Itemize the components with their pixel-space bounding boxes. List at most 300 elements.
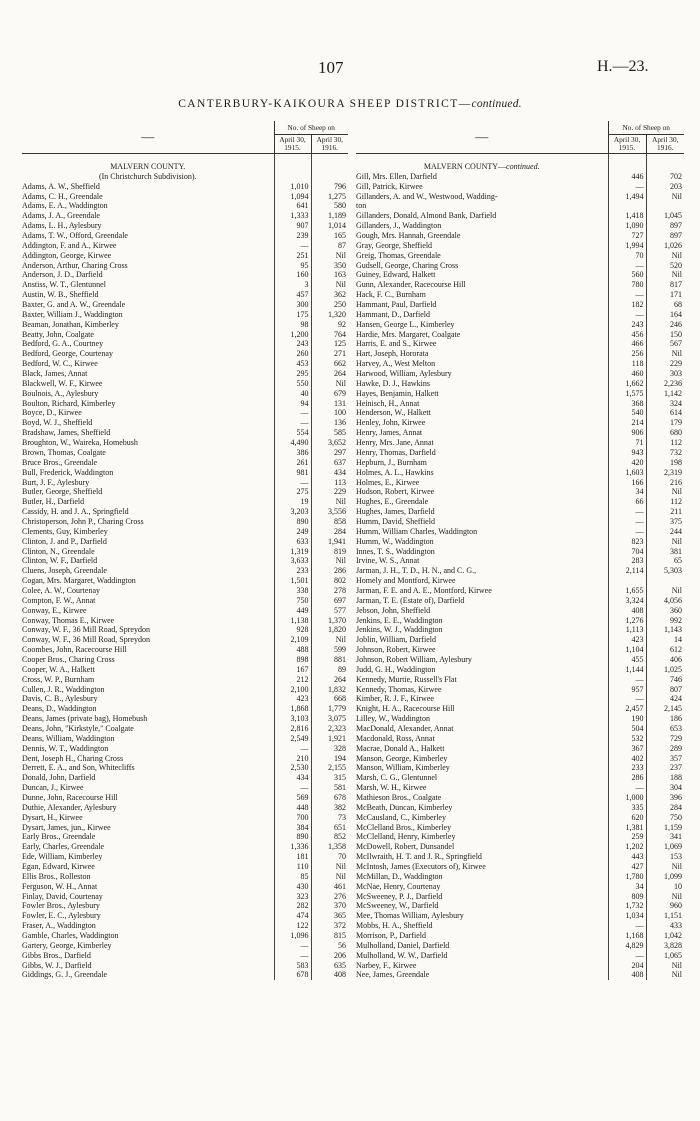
table-row bbox=[22, 773, 348, 783]
sheep-1915-cell: 2,816 bbox=[274, 724, 311, 734]
sheep-1915-cell: 750 bbox=[274, 596, 311, 606]
table-row bbox=[22, 359, 348, 369]
table-row bbox=[356, 458, 684, 468]
owner-cell: Holmes, E., Kirwee bbox=[356, 477, 420, 487]
sheep-1916-cell: 668 bbox=[311, 694, 348, 704]
owner-cell: Donald, John, Darfield bbox=[22, 773, 96, 783]
left-col1-header: April 30, 1915. bbox=[274, 135, 311, 154]
sheep-1915-cell: 1,104 bbox=[608, 645, 646, 655]
table-row bbox=[356, 596, 684, 606]
table-row bbox=[356, 576, 684, 586]
table-row bbox=[22, 931, 348, 941]
owner-cell: McSweeney, P. J., Darfield bbox=[356, 891, 443, 901]
sheep-1915-cell: 160 bbox=[274, 270, 311, 280]
owner-cell: Davis, C. B., Aylesbury bbox=[22, 694, 98, 704]
table-row bbox=[356, 763, 684, 773]
table-row bbox=[22, 970, 348, 980]
title-main: CANTERBURY-KAIKOURA SHEEP DISTRICT— bbox=[178, 98, 472, 110]
owner-cell: Hughes, E., Greendale bbox=[356, 497, 429, 507]
owner-cell: McClelland Bros., Kimberley bbox=[356, 822, 452, 832]
owner-cell: Marsh, W. H., Kirwee bbox=[356, 783, 427, 793]
sheep-1915-cell: 4,829 bbox=[608, 941, 646, 951]
sheep-1915-cell: — bbox=[274, 951, 311, 961]
sheep-1915-cell: 1,094 bbox=[274, 192, 311, 202]
table-row bbox=[356, 537, 684, 547]
owner-cell: McMillan, D., Waddington bbox=[356, 871, 443, 881]
table-row bbox=[22, 921, 348, 931]
sheep-1916-cell: 341 bbox=[646, 832, 684, 842]
sheep-1916-cell: 89 bbox=[311, 665, 348, 675]
right-county-heading-suffix: continued. bbox=[506, 162, 540, 171]
owner-cell: Cluens, Joseph, Greendale bbox=[22, 566, 107, 576]
table-row bbox=[22, 616, 348, 626]
owner-cell: Giddings, G. J., Greendale bbox=[22, 970, 108, 980]
sheep-1915-cell: 243 bbox=[608, 320, 646, 330]
table-row bbox=[22, 625, 348, 635]
owner-cell: Anstiss, W. T., Glentunnel bbox=[22, 280, 106, 290]
owner-cell: Humm, David, Sheffield bbox=[356, 516, 435, 526]
table-row bbox=[356, 261, 684, 271]
sheep-1915-cell: 70 bbox=[608, 251, 646, 261]
sheep-1915-cell: 19 bbox=[274, 497, 311, 507]
owner-cell: Derrett, E. A., and Son, Whitecliffs bbox=[22, 763, 135, 773]
sheep-1915-cell: 633 bbox=[274, 537, 311, 547]
table-row bbox=[356, 704, 684, 714]
table-row bbox=[356, 251, 684, 261]
sheep-1916-cell: 171 bbox=[646, 290, 684, 300]
table-row bbox=[22, 862, 348, 872]
owner-cell: Deans, William, Waddington bbox=[22, 733, 115, 743]
sheep-1915-cell: 540 bbox=[608, 408, 646, 418]
owner-cell: Greig, Thomas, Greendale bbox=[356, 250, 441, 260]
owner-cell: Kimber, R. J. F., Kirwee bbox=[356, 694, 434, 704]
sheep-1916-cell: 807 bbox=[646, 685, 684, 695]
owner-cell: Gamble, Charles, Waddington bbox=[22, 931, 119, 941]
sheep-1915-cell: 1,868 bbox=[274, 704, 311, 714]
sheep-1916-cell: 567 bbox=[646, 339, 684, 349]
sheep-1916-cell: Nil bbox=[646, 270, 684, 280]
owner-cell: Conway, Thomas E., Kirwee bbox=[22, 615, 115, 625]
sheep-1916-cell: 372 bbox=[311, 921, 348, 931]
sheep-1915-cell: 1,113 bbox=[608, 625, 646, 635]
owner-cell: Beatty, John, Coalgate bbox=[22, 329, 94, 339]
sheep-1915-cell: 367 bbox=[608, 744, 646, 754]
sheep-1916-cell: Nil bbox=[646, 586, 684, 596]
sheep-1915-cell: 233 bbox=[608, 763, 646, 773]
table-row bbox=[22, 655, 348, 665]
sheep-1916-cell: 4,056 bbox=[646, 596, 684, 606]
table-row bbox=[356, 556, 684, 566]
sheep-1916-cell: 3,652 bbox=[311, 438, 348, 448]
owner-cell: Hayes, Benjamin, Halkett bbox=[356, 388, 439, 398]
sheep-1915-cell: 3 bbox=[274, 280, 311, 290]
sheep-1915-cell: 95 bbox=[274, 261, 311, 271]
sheep-1916-cell: 680 bbox=[646, 428, 684, 438]
sheep-1916-cell bbox=[646, 201, 684, 211]
sheep-1915-cell: 1,655 bbox=[608, 586, 646, 596]
sheep-1915-cell: 118 bbox=[608, 359, 646, 369]
table-row bbox=[22, 418, 348, 428]
table-row bbox=[22, 823, 348, 833]
sheep-1915-cell: 256 bbox=[608, 349, 646, 359]
sheep-1916-cell: 396 bbox=[646, 793, 684, 803]
table-row bbox=[22, 685, 348, 695]
owner-cell: Anderson, Arthur, Charing Cross bbox=[22, 260, 128, 270]
owner-cell: Conway, W. F., 36 Mill Road, Spreydon bbox=[22, 635, 150, 645]
table-row bbox=[356, 734, 684, 744]
sheep-1916-cell: 68 bbox=[646, 300, 684, 310]
sheep-1916-cell: 612 bbox=[646, 645, 684, 655]
sheep-1916-cell: 203 bbox=[646, 182, 684, 192]
table-row bbox=[22, 724, 348, 734]
sheep-1915-cell: 34 bbox=[608, 882, 646, 892]
sheep-1916-cell: 406 bbox=[646, 655, 684, 665]
sheep-1916-cell: 206 bbox=[311, 951, 348, 961]
sheep-1915-cell: 898 bbox=[274, 655, 311, 665]
sheep-1916-cell: 370 bbox=[311, 901, 348, 911]
owner-cell: Gray, George, Sheffield bbox=[356, 240, 433, 250]
owner-cell: Henderson, W., Halkett bbox=[356, 408, 431, 418]
owner-cell: Jebson, John, Sheffield bbox=[356, 605, 431, 615]
sheep-1916-cell: 1,026 bbox=[646, 241, 684, 251]
table-row bbox=[22, 497, 348, 507]
sheep-1916-cell: 1,370 bbox=[311, 616, 348, 626]
table-row bbox=[356, 221, 684, 231]
sheep-1915-cell: 286 bbox=[608, 773, 646, 783]
owner-cell: McClelland, Henry, Kimberley bbox=[356, 832, 456, 842]
sheep-1915-cell: 423 bbox=[274, 694, 311, 704]
sheep-1915-cell: 446 bbox=[608, 172, 646, 182]
sheep-1915-cell: 460 bbox=[608, 369, 646, 379]
table-row bbox=[22, 261, 348, 271]
sheep-1915-cell: 727 bbox=[608, 231, 646, 241]
table-row bbox=[356, 547, 684, 557]
owner-cell: Bedford, G. A., Courtney bbox=[22, 339, 104, 349]
sheep-1916-cell: 1,143 bbox=[646, 625, 684, 635]
sheep-1915-cell: 2,114 bbox=[608, 566, 646, 576]
sheep-1916-cell: 304 bbox=[646, 783, 684, 793]
sheep-1915-cell: 251 bbox=[274, 251, 311, 261]
table-row bbox=[356, 685, 684, 695]
owner-cell: Duncan, J., Kirwee bbox=[22, 783, 84, 793]
table-row bbox=[22, 832, 348, 842]
sheep-1915-cell: 384 bbox=[274, 823, 311, 833]
sheep-1916-cell: 732 bbox=[646, 448, 684, 458]
owner-cell: Manson, George, Kimberley bbox=[356, 753, 448, 763]
sheep-1916-cell: 229 bbox=[311, 487, 348, 497]
table-row bbox=[22, 192, 348, 202]
owner-cell: Gough, Mrs. Hannah, Greendale bbox=[356, 231, 461, 241]
sheep-1915-cell: 569 bbox=[274, 793, 311, 803]
table-row bbox=[22, 566, 348, 576]
sheep-1916-cell: 14 bbox=[646, 635, 684, 645]
sheep-1916-cell: 433 bbox=[646, 921, 684, 931]
owner-cell: Mulholland, Daniel, Darfield bbox=[356, 940, 450, 950]
sheep-1916-cell: 3,075 bbox=[311, 714, 348, 724]
sheep-1915-cell: 323 bbox=[274, 892, 311, 902]
sheep-1916-cell: 113 bbox=[311, 478, 348, 488]
owner-cell: McDowell, Robert, Dunsandel bbox=[356, 842, 455, 852]
sheep-1916-cell: 350 bbox=[311, 261, 348, 271]
table-row bbox=[22, 408, 348, 418]
owner-cell: Cassidy, H. and J. A., Springfield bbox=[22, 507, 129, 517]
table-row bbox=[356, 892, 684, 902]
sheep-1916-cell: 637 bbox=[311, 458, 348, 468]
sheep-1915-cell: 295 bbox=[274, 369, 311, 379]
owner-cell: Adams, A. W., Sheffield bbox=[22, 181, 100, 191]
sheep-1916-cell: 852 bbox=[311, 832, 348, 842]
sheep-1916-cell: 729 bbox=[646, 734, 684, 744]
sheep-1915-cell: 204 bbox=[608, 961, 646, 971]
sheep-1915-cell: 466 bbox=[608, 339, 646, 349]
sheep-1916-cell: Nil bbox=[311, 635, 348, 645]
table-row bbox=[22, 399, 348, 409]
owner-cell: Kennedy, Murtie, Russell's Flat bbox=[356, 674, 457, 684]
sheep-1916-cell: 1,014 bbox=[311, 221, 348, 231]
sheep-1915-cell: 957 bbox=[608, 685, 646, 695]
table-row bbox=[356, 389, 684, 399]
sheep-1916-cell: 764 bbox=[311, 330, 348, 340]
sheep-1915-cell: 2,549 bbox=[274, 734, 311, 744]
owner-cell: Adams, L. H., Aylesbury bbox=[22, 221, 102, 231]
sheep-1915-cell: 906 bbox=[608, 428, 646, 438]
sheep-1915-cell: 243 bbox=[274, 339, 311, 349]
table-row bbox=[356, 300, 684, 310]
sheep-1915-cell: 453 bbox=[274, 359, 311, 369]
owner-cell: ton bbox=[356, 201, 367, 211]
sheep-1915-cell: 182 bbox=[608, 300, 646, 310]
sheep-1916-cell: 802 bbox=[311, 576, 348, 586]
table-row bbox=[356, 714, 684, 724]
sheep-1916-cell: 153 bbox=[646, 852, 684, 862]
sheep-1916-cell: Nil bbox=[646, 349, 684, 359]
owner-cell: Adams, J. A., Greendale bbox=[22, 211, 100, 221]
table-row bbox=[356, 951, 684, 961]
sheep-1915-cell: 1,780 bbox=[608, 872, 646, 882]
sheep-1915-cell: 2,109 bbox=[274, 635, 311, 645]
owner-cell: Clinton, J. and P., Darfield bbox=[22, 536, 107, 546]
owner-cell: Harvey, A., West Melton bbox=[356, 359, 436, 369]
sheep-1916-cell: 73 bbox=[311, 813, 348, 823]
sheep-1915-cell: 1,202 bbox=[608, 842, 646, 852]
sheep-1916-cell: 125 bbox=[311, 339, 348, 349]
owner-cell: Cross, W. P., Burnham bbox=[22, 674, 95, 684]
sheep-1915-cell: 423 bbox=[608, 635, 646, 645]
sheep-1915-cell: 34 bbox=[608, 487, 646, 497]
sheep-1915-cell: 420 bbox=[608, 458, 646, 468]
sheep-1916-cell: Nil bbox=[646, 537, 684, 547]
sheep-1915-cell: — bbox=[274, 744, 311, 754]
sheep-1916-cell: 1,099 bbox=[646, 872, 684, 882]
table-row bbox=[22, 182, 348, 192]
table-row bbox=[356, 517, 684, 527]
sheep-1916-cell: Nil bbox=[646, 487, 684, 497]
table-row bbox=[356, 823, 684, 833]
table-row bbox=[356, 349, 684, 359]
table-row bbox=[22, 803, 348, 813]
owner-cell: Cogan, Mrs. Margaret, Waddington bbox=[22, 576, 136, 586]
owner-cell: Nee, James, Greendale bbox=[356, 970, 430, 980]
page-header bbox=[0, 58, 700, 82]
owner-cell: Dennis, W. T., Waddington bbox=[22, 743, 109, 753]
table-row bbox=[22, 310, 348, 320]
table-row bbox=[22, 734, 348, 744]
sheep-1915-cell: 3,633 bbox=[274, 556, 311, 566]
owner-cell: Baxter, G. and A. W., Greendale bbox=[22, 300, 126, 310]
owner-cell: Gibbs Bros., Darfield bbox=[22, 950, 91, 960]
sheep-1916-cell: 2,155 bbox=[311, 763, 348, 773]
table-row bbox=[356, 211, 684, 221]
sheep-1915-cell: 620 bbox=[608, 813, 646, 823]
table-row bbox=[356, 339, 684, 349]
sheep-1916-cell: Nil bbox=[311, 872, 348, 882]
sheep-1915-cell: — bbox=[608, 507, 646, 517]
sheep-1915-cell: 907 bbox=[274, 221, 311, 231]
owner-cell: Innes, T. S., Waddington bbox=[356, 546, 435, 556]
owner-cell: Black, James, Annat bbox=[22, 369, 88, 379]
sheep-1916-cell: 1,820 bbox=[311, 625, 348, 635]
owner-cell: Butler, H., Darfield bbox=[22, 497, 85, 507]
sheep-1916-cell: 163 bbox=[311, 270, 348, 280]
table-row bbox=[22, 576, 348, 586]
sheep-1916-cell: 164 bbox=[646, 310, 684, 320]
table-row bbox=[356, 478, 684, 488]
owner-cell: Deans, John, "Kirkstyle," Coalgate bbox=[22, 723, 134, 733]
sheep-1916-cell: 198 bbox=[646, 458, 684, 468]
table-row bbox=[356, 172, 684, 182]
owner-cell: Knight, H. A., Racecourse Hill bbox=[356, 704, 455, 714]
table-row bbox=[22, 330, 348, 340]
sheep-1916-cell: 328 bbox=[311, 744, 348, 754]
sheep-1915-cell: 386 bbox=[274, 448, 311, 458]
sheep-1916-cell: 136 bbox=[311, 418, 348, 428]
owner-cell: Henry, James, Annat bbox=[356, 428, 423, 438]
sheep-1915-cell: 283 bbox=[608, 556, 646, 566]
sheep-1916-cell: 360 bbox=[646, 606, 684, 616]
table-row bbox=[22, 901, 348, 911]
table-row bbox=[22, 241, 348, 251]
sheep-1915-cell: 704 bbox=[608, 547, 646, 557]
table-row bbox=[356, 566, 684, 576]
sheep-1915-cell: 166 bbox=[608, 478, 646, 488]
sheep-1916-cell: Nil bbox=[646, 862, 684, 872]
sheep-1916-cell: 1,045 bbox=[646, 211, 684, 221]
sheep-1915-cell: 943 bbox=[608, 448, 646, 458]
sheep-1915-cell: 1,200 bbox=[274, 330, 311, 340]
sheep-1916-cell: 70 bbox=[311, 852, 348, 862]
sheep-1916-cell: 211 bbox=[646, 507, 684, 517]
table-row bbox=[22, 438, 348, 448]
sheep-1916-cell: 697 bbox=[311, 596, 348, 606]
left-sheep-table bbox=[22, 121, 348, 980]
sheep-1915-cell: 402 bbox=[608, 754, 646, 764]
sheep-1915-cell: 1,144 bbox=[608, 665, 646, 675]
owner-cell: McSweeney, W., Darfield bbox=[356, 901, 439, 911]
owner-cell: Manson, William, Kimberley bbox=[356, 763, 450, 773]
sheep-1915-cell: 678 bbox=[274, 970, 311, 980]
owner-cell: Duthie, Alexander, Aylesbury bbox=[22, 802, 117, 812]
table-row bbox=[22, 468, 348, 478]
table-row bbox=[356, 379, 684, 389]
owner-cell: Bruce Bros., Greendale bbox=[22, 457, 98, 467]
sheep-1916-cell: 271 bbox=[311, 349, 348, 359]
sheep-1916-cell: 112 bbox=[646, 497, 684, 507]
owner-cell: McCausland, C., Kimberley bbox=[356, 812, 446, 822]
left-subdivision-heading: (In Christchurch Subdivision). bbox=[98, 171, 197, 181]
sheep-1915-cell bbox=[608, 201, 646, 211]
sheep-1916-cell: 580 bbox=[311, 201, 348, 211]
sheep-1916-cell: 131 bbox=[311, 399, 348, 409]
sheep-1915-cell: 455 bbox=[608, 655, 646, 665]
owner-cell: Broughton, W., Waireka, Homebush bbox=[22, 438, 138, 448]
owner-cell: Adams, T. W., Offord, Greendale bbox=[22, 231, 128, 241]
table-row bbox=[22, 527, 348, 537]
table-row bbox=[22, 300, 348, 310]
owner-cell: Hammant, D., Darfield bbox=[356, 309, 430, 319]
sheep-1915-cell: 249 bbox=[274, 527, 311, 537]
sheep-1916-cell: 186 bbox=[646, 714, 684, 724]
sheep-1915-cell: — bbox=[274, 478, 311, 488]
sheep-1916-cell: 461 bbox=[311, 882, 348, 892]
table-row bbox=[22, 487, 348, 497]
sheep-1915-cell: 1,662 bbox=[608, 379, 646, 389]
sheep-1916-cell: 614 bbox=[646, 408, 684, 418]
table-row bbox=[356, 616, 684, 626]
owner-cell: Cooper, W. A., Halkett bbox=[22, 664, 95, 674]
right-county-heading bbox=[356, 162, 608, 172]
owner-cell: Mobbs, H. A., Sheffield bbox=[356, 921, 433, 931]
sheep-1916-cell: 1,142 bbox=[646, 389, 684, 399]
owner-cell: Mathieson Bros., Coalgate bbox=[356, 793, 442, 802]
sheep-1916-cell: 362 bbox=[311, 290, 348, 300]
table-row bbox=[22, 763, 348, 773]
owner-cell: Cullen, J. R., Waddington bbox=[22, 684, 105, 694]
owner-cell: Ferguson, W. H., Annat bbox=[22, 881, 98, 891]
sheep-1915-cell: — bbox=[274, 418, 311, 428]
sheep-1916-cell: Nil bbox=[311, 862, 348, 872]
owner-cell: Fraser, A., Waddington bbox=[22, 921, 96, 931]
sheep-1916-cell: 2,323 bbox=[311, 724, 348, 734]
owner-cell: Holmes, A. L., Hawkins bbox=[356, 467, 434, 477]
owner-cell: Colee, A. W., Courtenay bbox=[22, 585, 100, 595]
sheep-1915-cell: 335 bbox=[608, 803, 646, 813]
sheep-1915-cell: 239 bbox=[274, 231, 311, 241]
table-row bbox=[356, 921, 684, 931]
sheep-1916-cell: 65 bbox=[646, 556, 684, 566]
sheep-1915-cell: 532 bbox=[608, 734, 646, 744]
table-row bbox=[22, 606, 348, 616]
sheep-1916-cell: 651 bbox=[311, 823, 348, 833]
owner-cell: Gillanders, Donald, Almond Bank, Darfield bbox=[356, 211, 497, 221]
table-row bbox=[22, 251, 348, 261]
sheep-1915-cell: 338 bbox=[274, 586, 311, 596]
sheep-1916-cell: Nil bbox=[311, 379, 348, 389]
sheep-1915-cell: 110 bbox=[274, 862, 311, 872]
table-row bbox=[356, 852, 684, 862]
sheep-1916-cell: 237 bbox=[646, 763, 684, 773]
sheep-1915-cell: 175 bbox=[274, 310, 311, 320]
sheep-1915-cell: 40 bbox=[274, 389, 311, 399]
owner-cell: Hepburn, J., Burnham bbox=[356, 457, 427, 467]
sheep-1916-cell: 10 bbox=[646, 882, 684, 892]
left-column bbox=[22, 121, 348, 980]
sheep-1915-cell: 71 bbox=[608, 438, 646, 448]
table-row bbox=[22, 675, 348, 685]
sheep-1915-cell: — bbox=[274, 941, 311, 951]
sheep-1915-cell: 641 bbox=[274, 201, 311, 211]
right-no-of-sheep-header: No. of Sheep on bbox=[608, 121, 684, 135]
table-row bbox=[22, 892, 348, 902]
